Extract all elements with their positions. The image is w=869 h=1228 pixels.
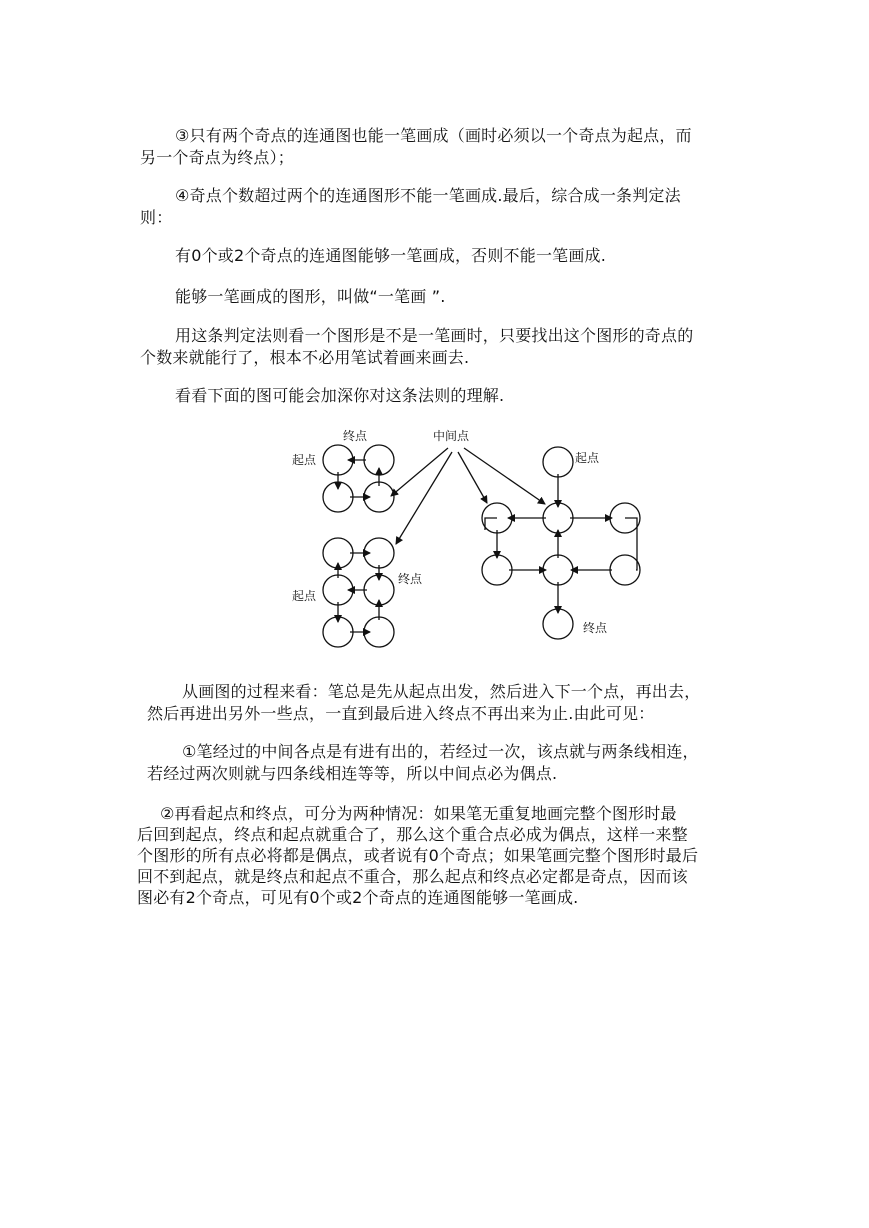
label-fig3-start: 起点 [575, 451, 600, 465]
text-rule3-2: 另一个奇点为终点）； [140, 148, 295, 167]
label-fig1-start: 起点 [292, 453, 317, 467]
text-process-2: 然后再进出另外一些点，一直到最后进入终点不再出来为止.由此可见： [147, 704, 655, 723]
text-point2-5: 图必有2个奇点，可见有0个或2个奇点的连通图能够一笔画成. [137, 888, 579, 907]
text-point1-2: 若经过两次则就与四条线相连等等，所以中间点必为偶点. [147, 764, 558, 783]
label-fig3-end: 终点 [583, 621, 608, 635]
text-rule3-1: ③只有两个奇点的连通图也能一笔画成（画时必须以一个奇点为起点，而 [175, 126, 692, 145]
text-definition: 能够一笔画成的图形，叫做“一笔画 ”. [175, 287, 446, 306]
label-fig2-end: 终点 [398, 572, 423, 586]
text-point2-3: 个图形的所有点必将都是偶点，或者说有0个奇点；如果笔画完整个图形时最后 [137, 846, 699, 865]
text-rule4-1: ④奇点个数超过两个的连通图形不能一笔画成.最后，综合成一条判定法 [175, 186, 681, 205]
label-middle-point: 中间点 [433, 429, 470, 443]
text-point1-1: ①笔经过的中间各点是有进有出的，若经过一次，该点就与两条线相连， [182, 742, 699, 761]
text-rule4-2: 则： [140, 208, 173, 227]
text-process-1: 从画图的过程来看：笔总是先从起点出发，然后进入下一个点，再出去， [182, 682, 701, 701]
label-fig2-start: 起点 [292, 589, 317, 603]
text-usage-2: 个数来就能行了，根本不必用笔试着画来画去. [140, 348, 470, 367]
label-fig1-end: 终点 [343, 429, 368, 443]
text-point2-2: 后回到起点，终点和起点就重合了，那么这个重合点必成为偶点，这样一来整 [137, 825, 688, 844]
text-usage-1: 用这条判定法则看一个图形是不是一笔画时，只要找出这个图形的奇点的 [175, 326, 694, 345]
text-criterion: 有0个或2个奇点的连通图能够一笔画成，否则不能一笔画成. [175, 246, 607, 265]
text-point2-1: ②再看起点和终点，可分为两种情况：如果笔无重复地画完整个图形时最 [160, 804, 677, 823]
text-point2-4: 回不到起点，就是终点和起点不重合，那么起点和终点必定都是奇点，因而该 [137, 867, 688, 886]
text-lookfig: 看看下面的图可能会加深你对这条法则的理解. [175, 386, 505, 405]
